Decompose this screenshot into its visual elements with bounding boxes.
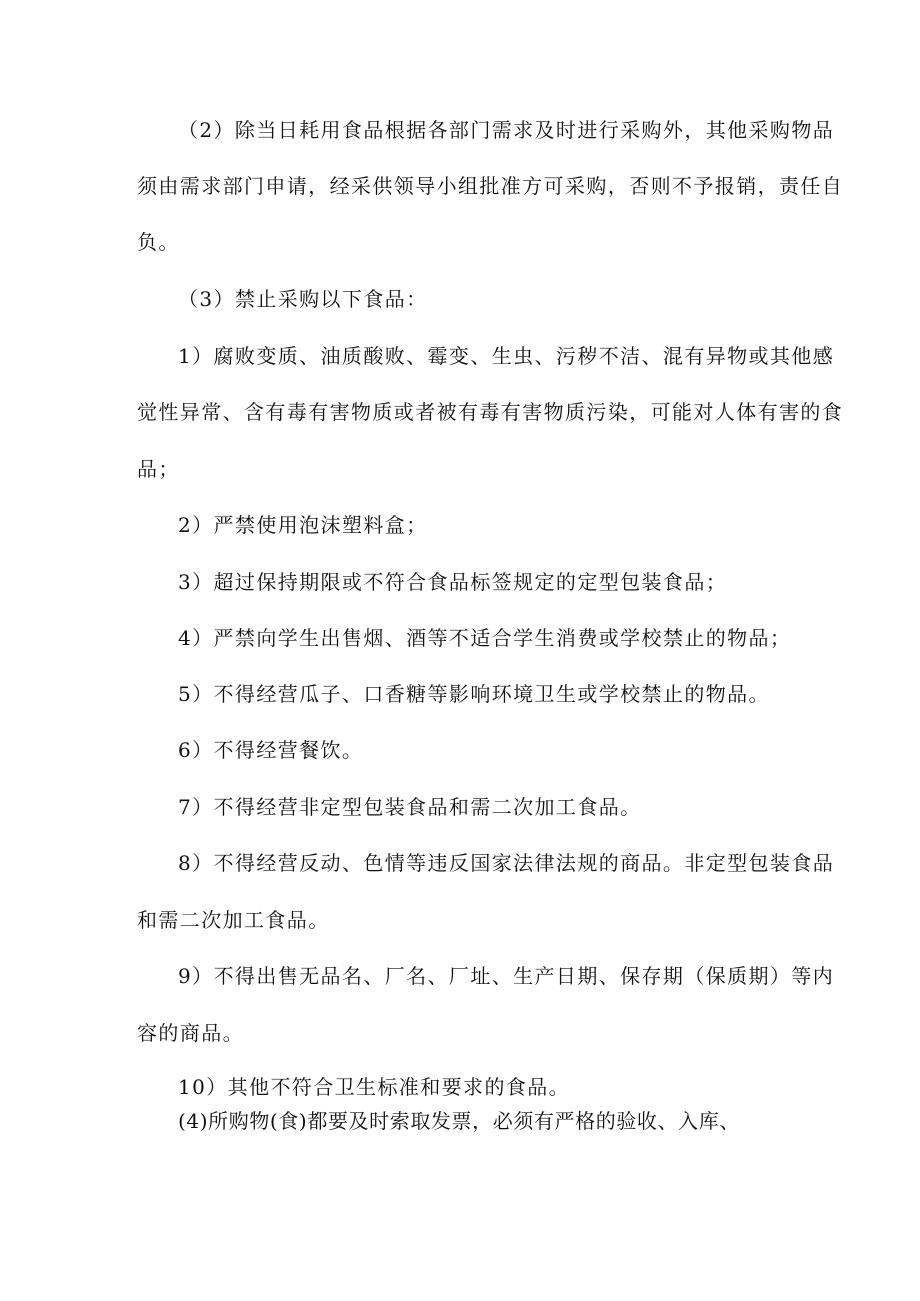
item-7: 7）不得经营非定型包装食品和需二次加工食品。 <box>178 795 642 819</box>
paragraph-2-line-1: （2）除当日耗用食品根据各部门需求及时进行采购外，其他采购物品 <box>178 118 835 142</box>
item-1-line-3: 品； <box>137 457 180 481</box>
item-8-line-2: 和需二次加工食品。 <box>137 908 330 932</box>
item-9-line-2: 容的商品。 <box>137 1021 244 1045</box>
item-4: 4）严禁向学生出售烟、酒等不适合学生消费或学校禁止的物品； <box>178 626 792 650</box>
item-2: 2）严禁使用泡沫塑料盒； <box>178 513 428 537</box>
item-10: 10）其他不符合卫生标准和要求的食品。 <box>178 1075 571 1099</box>
paragraph-3-line-1: （3）禁止采购以下食品： <box>178 287 428 311</box>
paragraph-4-line-1: (4)所购物(食)都要及时索取发票，必须有严格的验收、入库、 <box>178 1109 740 1133</box>
item-8-line-1: 8）不得经营反动、色情等违反国家法律法规的商品。非定型包装食品 <box>178 851 835 875</box>
item-3: 3）超过保持期限或不符合食品标签规定的定型包装食品； <box>178 570 728 594</box>
item-1-line-1: 1）腐败变质、油质酸败、霉变、生虫、污秽不洁、混有异物或其他感 <box>178 344 835 368</box>
paragraph-2-line-3: 负。 <box>137 230 180 254</box>
item-9-line-1: 9）不得出售无品名、厂名、厂址、生产日期、保存期（保质期）等内 <box>178 964 835 988</box>
item-5: 5）不得经营瓜子、口香糖等影响环境卫生或学校禁止的物品。 <box>178 682 770 706</box>
item-1-line-2: 觉性异常、含有毒有害物质或者被有毒有害物质污染，可能对人体有害的食 <box>137 400 844 424</box>
paragraph-2-line-2: 须由需求部门申请，经采供领导小组批准方可采购，否则不予报销，责任自 <box>137 174 844 198</box>
item-6: 6）不得经营餐饮。 <box>178 738 364 762</box>
